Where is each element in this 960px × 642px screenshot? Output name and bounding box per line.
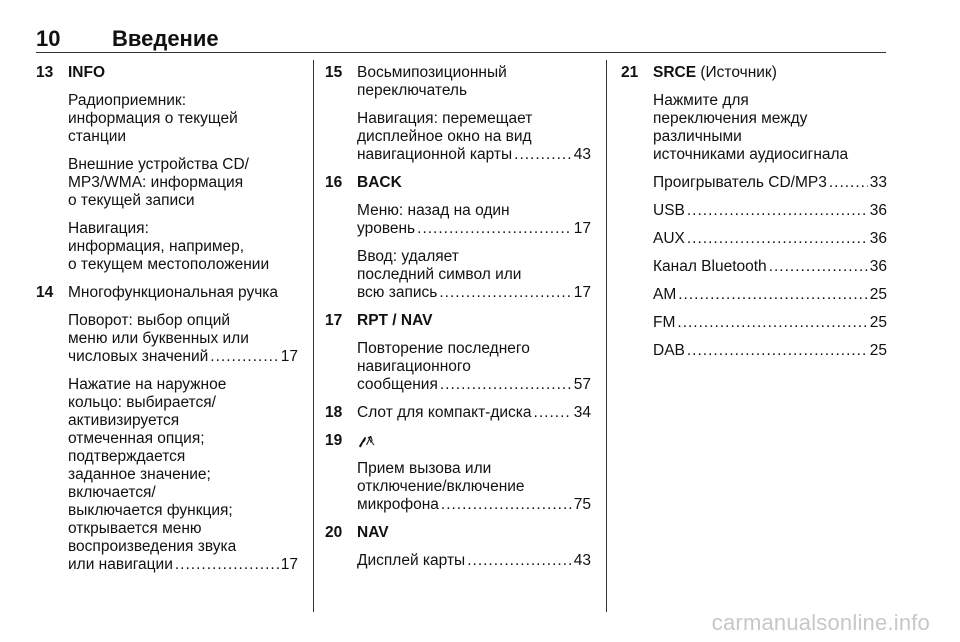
- text-line: дисплейное окно на вид: [357, 128, 532, 145]
- entry-title: Многофункциональная ручка: [68, 284, 279, 301]
- paragraph: [357, 110, 591, 164]
- entry-title: Восьмипозиционный: [357, 64, 507, 81]
- entry-title: NAV: [357, 524, 389, 541]
- paragraph: [653, 92, 887, 164]
- source-item: [653, 342, 887, 360]
- page-reference: [357, 404, 591, 422]
- text-line: переключения между: [653, 110, 808, 127]
- page-link[interactable]: 17: [280, 348, 298, 365]
- text-line: Радиоприемник:: [68, 92, 187, 109]
- text-line: Внешние устройства CD/: [68, 156, 249, 173]
- paragraph: [68, 376, 298, 574]
- paragraph: [357, 552, 591, 570]
- reference-text: FM: [653, 314, 676, 331]
- reference-text: Проигрыватель CD/MP3: [653, 174, 827, 191]
- text-line: отключение/включение: [357, 478, 525, 495]
- page-link[interactable]: 17: [573, 220, 591, 237]
- page-link[interactable]: 33: [869, 174, 887, 191]
- paragraph: [68, 220, 298, 274]
- text-line: Ввод: удаляет: [357, 248, 459, 265]
- text-line: Поворот: выбор опций: [68, 312, 231, 329]
- page-number: 10: [36, 26, 61, 51]
- paragraph: [68, 92, 298, 146]
- entry-title: SRCE: [653, 64, 697, 81]
- source-item: [653, 314, 887, 332]
- entry-17: [325, 312, 591, 394]
- paragraph: [357, 340, 591, 394]
- source-item: [653, 202, 887, 220]
- text-line: включается/: [68, 484, 156, 501]
- column-2: [325, 64, 591, 580]
- entry-21: [621, 64, 887, 360]
- reference-text: AUX: [653, 230, 685, 247]
- reference-text: или навигации: [68, 556, 173, 573]
- paragraph: [357, 460, 591, 514]
- page-link[interactable]: 36: [869, 230, 887, 247]
- phone-mute-icon: [357, 433, 375, 449]
- entry-number: 19: [325, 432, 343, 449]
- text-line: Нажатие на наружное: [68, 376, 227, 393]
- text-line: Повторение последнего: [357, 340, 530, 357]
- page-reference: [68, 556, 298, 574]
- entry-number: 15: [325, 64, 343, 81]
- text-line: кольцо: выбирается/: [68, 394, 216, 411]
- entry-15: [325, 64, 591, 164]
- reference-text: DAB: [653, 342, 685, 359]
- text-line: последний символ или: [357, 266, 522, 283]
- source-item: [653, 230, 887, 248]
- entry-title: RPT / NAV: [357, 312, 433, 329]
- text-line: о текущем местоположении: [68, 256, 270, 273]
- page-title: Введение: [112, 26, 219, 51]
- entry-16: [325, 174, 591, 302]
- text-line: подтверждается: [68, 448, 186, 465]
- page-reference: [357, 220, 591, 238]
- column-divider: [606, 60, 607, 612]
- text-line: Навигация:: [68, 220, 149, 237]
- entry-18: [325, 404, 591, 422]
- paragraph: [357, 248, 591, 302]
- reference-text: уровень: [357, 220, 416, 237]
- reference-text: Канал Bluetooth: [653, 258, 767, 275]
- text-line: отмеченная опция;: [68, 430, 205, 447]
- entry-number: 21: [621, 64, 639, 81]
- page-link[interactable]: 17: [573, 284, 591, 301]
- text-line: информация, например,: [68, 238, 245, 255]
- text-line: MP3/WMA: информация: [68, 174, 244, 191]
- entry-13: [36, 64, 298, 274]
- entry-19: [325, 432, 591, 514]
- entry-number: 16: [325, 174, 343, 191]
- entry-title: переключатель: [357, 82, 468, 99]
- entry-number: 17: [325, 312, 343, 329]
- text-line: информация о текущей: [68, 110, 238, 127]
- text-line: Нажмите для: [653, 92, 749, 109]
- page-header: [36, 26, 886, 52]
- watermark: carmanualsonline.info: [711, 610, 930, 635]
- source-list: [653, 174, 887, 360]
- page-link[interactable]: 36: [869, 258, 887, 275]
- text-line: воспроизведения звука: [68, 538, 237, 555]
- page-link[interactable]: 43: [573, 552, 591, 569]
- text-line: активизируется: [68, 412, 180, 429]
- reference-text: всю запись: [357, 284, 438, 301]
- entry-number: 18: [325, 404, 343, 421]
- reference-text: AM: [653, 286, 677, 303]
- source-item: [653, 258, 887, 276]
- source-item: [653, 174, 887, 192]
- entry-title-suffix: (Источник): [696, 64, 777, 81]
- page-reference: [357, 376, 591, 394]
- text-line: выключается функция;: [68, 502, 233, 519]
- source-item: [653, 286, 887, 304]
- page-reference: [357, 496, 591, 514]
- page-link[interactable]: 57: [573, 376, 591, 393]
- reference-text: микрофона: [357, 496, 439, 513]
- text-line: открывается меню: [68, 520, 202, 537]
- page-reference: [357, 284, 591, 302]
- column-1: [36, 64, 298, 584]
- reference-text: USB: [653, 202, 685, 219]
- column-3: [621, 64, 887, 370]
- page-link[interactable]: 34: [573, 404, 591, 421]
- text-line: станции: [68, 128, 127, 145]
- entry-number: 20: [325, 524, 343, 541]
- page-link[interactable]: 17: [280, 556, 298, 573]
- text-line: меню или буквенных или: [68, 330, 249, 347]
- reference-text: сообщения: [357, 376, 438, 393]
- text-line: Навигация: перемещает: [357, 110, 533, 127]
- paragraph: [357, 202, 591, 238]
- page-link[interactable]: 25: [869, 342, 887, 359]
- entry-14: [36, 284, 298, 574]
- entry-number: 14: [36, 284, 54, 301]
- paragraph: [68, 312, 298, 366]
- text-line: заданное значение;: [68, 466, 211, 483]
- text-line: Меню: назад на один: [357, 202, 510, 219]
- entry-title: INFO: [68, 64, 106, 81]
- page-link[interactable]: 43: [573, 146, 591, 163]
- page-link[interactable]: 25: [869, 314, 887, 331]
- text-line: источниками аудиосигнала: [653, 146, 849, 163]
- page-reference: [357, 552, 591, 570]
- entry-number: 13: [36, 64, 54, 81]
- text-line: о текущей записи: [68, 192, 195, 209]
- page-reference: [68, 348, 298, 366]
- page-link[interactable]: 75: [573, 496, 591, 513]
- page-reference: [357, 146, 591, 164]
- paragraph: [68, 156, 298, 210]
- page-link[interactable]: 36: [869, 202, 887, 219]
- reference-text: Слот для компакт-диска: [357, 404, 532, 421]
- header-rule: [36, 52, 886, 53]
- page-link[interactable]: 25: [869, 286, 887, 303]
- column-divider: [313, 60, 314, 612]
- text-line: Прием вызова или: [357, 460, 492, 477]
- reference-text: числовых значений: [68, 348, 209, 365]
- entry-title: BACK: [357, 174, 402, 191]
- reference-text: навигационной карты: [357, 146, 513, 163]
- entry-20: [325, 524, 591, 570]
- reference-text: Дисплей карты: [357, 552, 466, 569]
- text-line: навигационного: [357, 358, 471, 375]
- text-line: различными: [653, 128, 742, 145]
